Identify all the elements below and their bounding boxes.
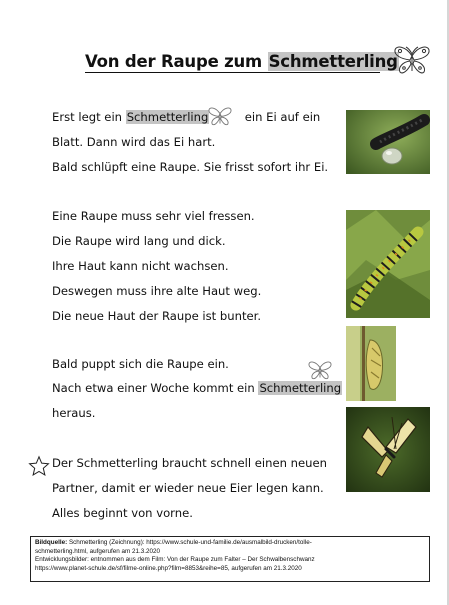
- butterfly-icon: [392, 44, 432, 78]
- paragraph-2-line-2: Die Raupe wird lang und dick.: [52, 234, 226, 248]
- paragraph-2-line-1: Eine Raupe muss sehr viel fressen.: [52, 209, 255, 223]
- source-line-3: Entwicklungsbilder: entnommen aus dem Film: Von der Raupe zum Falter – Der Schwalbenschwanz: [35, 556, 315, 564]
- highlight-schmetterling: Schmetterling: [259, 381, 342, 395]
- paragraph-1-line-1: Erst legt ein Schmetterling ein Ei auf ein: [52, 110, 321, 124]
- star-outline-icon: [28, 455, 50, 477]
- paragraph-4-line-3: Alles beginnt von vorne.: [52, 506, 193, 520]
- paragraph-3-line-1: Bald puppt sich die Raupe ein.: [52, 357, 229, 371]
- image-source-box: [30, 536, 430, 582]
- page-title: Von der Raupe zum Schmetterling: [85, 52, 398, 71]
- paragraph-2-line-5: Die neue Haut der Raupe ist bunter.: [52, 309, 262, 323]
- egg-caterpillar-photo: [346, 110, 430, 174]
- source-line-4: https://www.planet-schule.de/sf/filme-online.php?film=8853&reihe=85, aufgerufen am 21.3.2020: [35, 564, 302, 572]
- source-line-2: schmetterling.html, aufgerufen am 21.3.2020: [35, 547, 160, 555]
- highlight-schmetterling: Schmetterling: [126, 110, 209, 124]
- title-highlight: Schmetterling: [268, 52, 398, 71]
- paragraph-3-line-3: heraus.: [52, 406, 96, 420]
- paragraph-1-line-2: Blatt. Dann wird das Ei hart.: [52, 135, 216, 149]
- pupa-photo: [346, 326, 396, 401]
- paragraph-4-line-2: Partner, damit er wieder neue Eier legen kann.: [52, 481, 324, 495]
- swallowtail-butterfly-photo: [346, 407, 430, 492]
- paragraph-2-line-3: Ihre Haut kann nicht wachsen.: [52, 259, 229, 273]
- paragraph-1-line-3: Bald schlüpft eine Raupe. Sie frisst sofort ihr Ei.: [52, 160, 329, 174]
- title-underline: [85, 72, 380, 73]
- paragraph-3-line-2: Nach etwa einer Woche kommt ein Schmetterling: [52, 381, 342, 395]
- source-line-1: Bildquelle: Schmetterling (Zeichnung): https://www.schule-und-familie.de/ausmalbild-drucken/tolle-: [35, 539, 312, 546]
- butterfly-icon: [307, 360, 333, 382]
- paragraph-4-line-1: Der Schmetterling braucht schnell einen neuen: [52, 456, 327, 470]
- caterpillar-on-plant-photo: [346, 210, 430, 318]
- butterfly-icon: [207, 106, 233, 128]
- paragraph-2-line-4: Deswegen muss ihre alte Haut weg.: [52, 284, 262, 298]
